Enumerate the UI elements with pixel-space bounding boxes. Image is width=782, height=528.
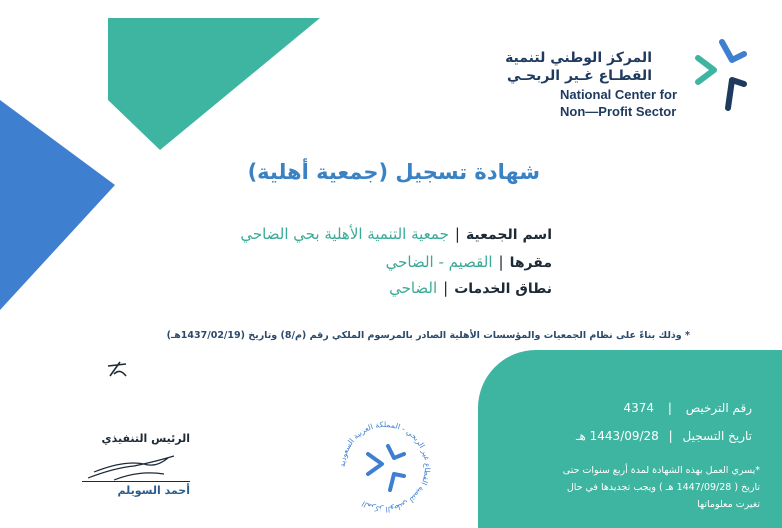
legal-basis-note: * وذلك بناءً على نظام الجمعيات والمؤسسات الأهلية الصادر بالمرسوم الملكي رقم (م/8) وتاريخ (1437/02/19هـ): [166, 330, 690, 341]
logo-arabic-line-2: القطـاع غـير الربحـي: [507, 68, 652, 84]
validity-note-line-3: تغيرت معلوماتها: [697, 499, 760, 510]
license-number-value: 4374: [623, 401, 654, 415]
seal-text: المركز الوطني لتنمية القطاع غير الربحي - المملكة العربية السعودية: [337, 419, 433, 515]
signature-line: [82, 481, 190, 482]
validity-note-line-1: *يسري العمل بهذه الشهادة لمدة أربع سنوات حتى: [562, 465, 760, 476]
teal-chevron-shape: [108, 18, 320, 150]
field-label: نطاق الخدمات: [454, 281, 552, 297]
certificate-title: شهادة تسجيل (جمعية أهلية): [247, 160, 540, 184]
field-label: اسم الجمعية: [465, 227, 552, 243]
signatory-title: الرئيس التنفيذي: [101, 432, 190, 445]
signatory-name: أحمد السويلم: [117, 484, 190, 497]
blue-chevron-shape: [0, 100, 115, 310]
field-value: الضاحي: [389, 279, 438, 297]
registration-date-value: 1443/09/28 هـ: [575, 429, 659, 443]
field-row-association-name: [132, 224, 552, 243]
field-label: مقرها: [509, 255, 552, 271]
field-row-service-scope: [132, 278, 552, 297]
signature-scribble: [84, 450, 184, 484]
field-separator: |: [498, 253, 504, 271]
license-number-row: [492, 401, 752, 415]
registration-date-separator: |: [668, 429, 673, 443]
logo-arabic-line-1: المركز الوطني لتنمية: [505, 50, 652, 66]
ncnp-logo-icon: [692, 38, 748, 120]
logo-english-line-2: Non—Profit Sector: [560, 104, 677, 119]
field-value: القصيم - الضاحي: [385, 253, 493, 271]
registration-date-label: تاريخ التسجيل: [682, 429, 752, 443]
logo-english-line-1: National Center for: [560, 87, 678, 102]
svg-text:المركز الوطني لتنمية القطاع غي: [338, 420, 432, 514]
field-value: جمعية التنمية الأهلية بحي الضاحي: [240, 225, 449, 243]
validity-note-line-2: تاريخ ( 1447/09/28 هـ ) ويجب تجديدها في حال: [566, 482, 760, 493]
license-separator: |: [667, 401, 672, 415]
registration-date-row: [492, 429, 752, 443]
license-number-label: رقم الترخيص: [685, 401, 752, 415]
validity-note: [500, 462, 760, 513]
official-seal-icon: [330, 412, 440, 522]
field-row-headquarters: [132, 252, 552, 271]
field-separator: |: [454, 225, 460, 243]
handwritten-mark: [106, 360, 130, 380]
field-separator: |: [443, 279, 449, 297]
